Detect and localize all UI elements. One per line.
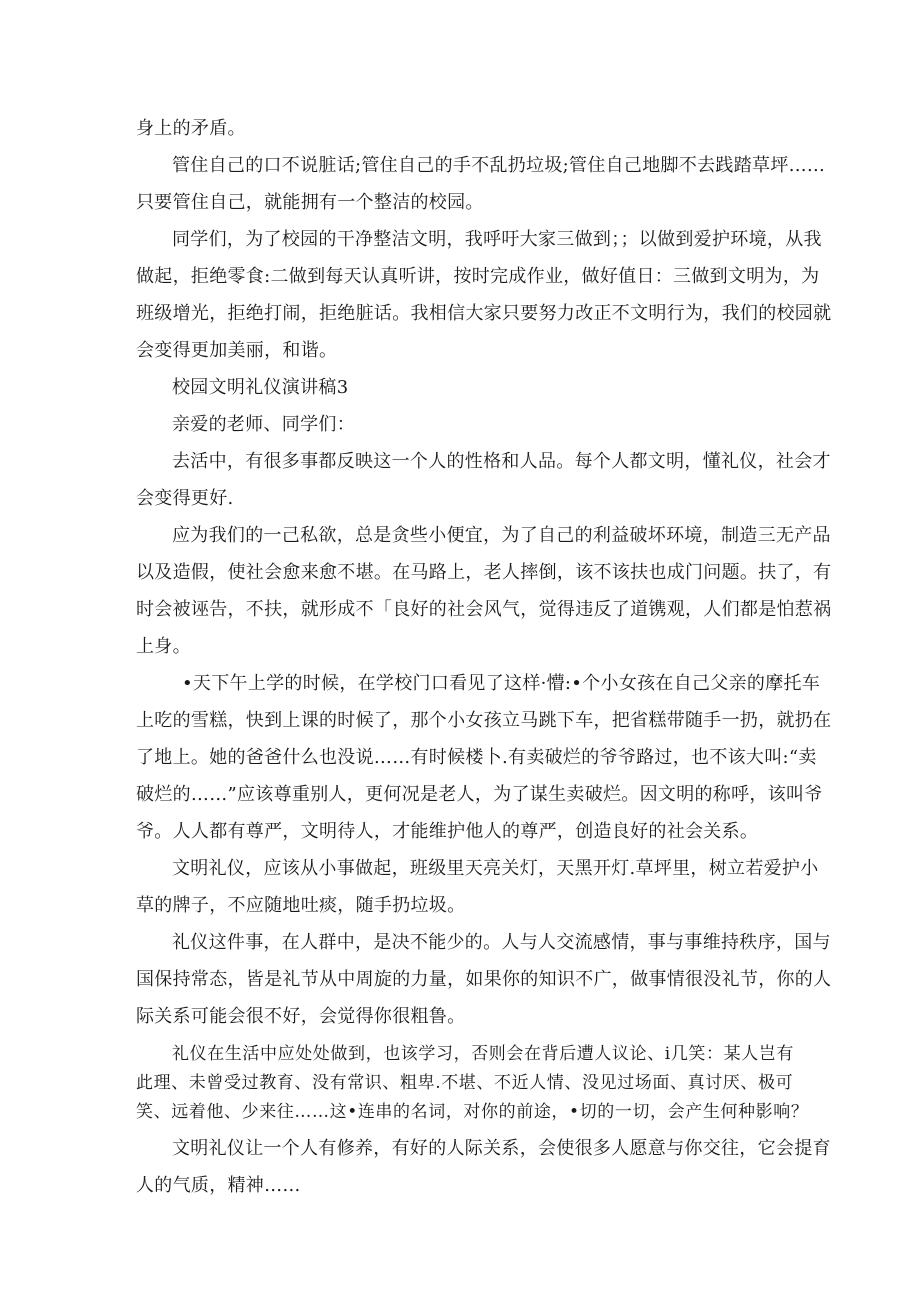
text-line: 礼仪这件事，在人群中，是决不能少的。人与人交流感情，事与事维持秩序，国与 <box>172 932 831 953</box>
text-line: 爷。人人都有尊严，文明待人，才能维护他人的尊严，创造良好的社会关系。 <box>136 821 759 842</box>
text-line: 上吃的雪糕，快到上课的时候了，那个小女孩立马跳下车，把省糕带随手一扔，就扔在 <box>136 710 832 731</box>
text-line: 时会被诬告，不扶，就形成不「良好的社会风气，觉得违反了道镌观，人们都是怕惹祸 <box>136 599 832 620</box>
text-line: 去活中，有很多事都反映这一个人的性格和人品。每个人都文明，懂礼仪，社会才 <box>172 451 831 472</box>
text-line: 破烂的……”应该尊重别人，更何况是老人，为了谋生卖破烂。因文明的称呼，该叫爷 <box>136 784 823 805</box>
text-line: 际关系可能会很不好，会觉得你很粗鲁。 <box>136 1006 466 1027</box>
text-line: 会变得更加美丽，和谐。 <box>136 340 338 361</box>
text-line: 做起，拒绝零食:二做到每天认真听讲，按时完成作业，做好值日：三做到文明为，为 <box>136 266 820 287</box>
text-line: 班级增光，拒绝打闹，拒绝脏话。我相信大家只要努力改正不文明行为，我们的校园就 <box>136 303 832 324</box>
text-line: 了地上。她的爸爸什么也没说……有时候楼卜.有卖破烂的爷爷路过，也不该大叫:“卖 <box>136 747 817 768</box>
text-line: 只要管住自己，就能拥有一个整洁的校园。 <box>136 192 484 213</box>
text-line: 上身。 <box>136 636 191 657</box>
text-line: 人的气质，精神…… <box>136 1175 301 1196</box>
text-line: 国保持常态，皆是礼节从中周旋的力量，如果你的知识不广，做事情很没礼节，你的人 <box>136 969 832 990</box>
text-line: 以及造假，使社会愈来愈不堪。在马路上，老人摔倒，该不该扶也成门问题。扶了，有 <box>136 562 832 583</box>
text-line: 笑、远着他、少来往……这•连串的名词，对你的前途，•切的一切，会产生何种影响？ <box>136 1102 809 1122</box>
section-heading: 校园文明礼仪演讲稿3 <box>172 377 349 398</box>
text-line: 此理、未曾受过教育、没有常识、粗卑.不堪、不近人情、没见过场面、真讨厌、极可 <box>136 1073 794 1093</box>
text-line: 身上的矛盾。 <box>136 118 246 139</box>
text-line: 文明礼仪，应该从小事做起，班级里天亮关灯，天黑开灯.草坪里，树立若爱护小 <box>172 858 819 879</box>
text-line: 草的牌子，不应随地吐痰，随手扔垃圾。 <box>136 895 466 916</box>
text-line: 礼仪在生活中应处处做到，也该学习，否则会在背后遭人议论、i几笑：某人岂有 <box>172 1044 795 1064</box>
text-line: 文明礼仪让一个人有修养，有好的人际关系，会使很多人愿意与你交往，它会提育 <box>172 1138 831 1159</box>
text-line: •天下午上学的时候，在学校门口看见了这样·懵:•个小女孩在自己父亲的摩托车 <box>182 673 821 694</box>
text-line: 会变得更好. <box>136 488 234 509</box>
text-line: 管住自己的口不说脏话;管住自己的手不乱扔垃圾;管住自己地脚不去践踏草坪…… <box>172 155 826 176</box>
text-line: 应为我们的一己私欲，总是贪些小便宜，为了自己的利益破坏环境，制造三无产品 <box>172 525 831 546</box>
text-line: 同学们，为了校园的干净整洁文明，我呼吁大家三做到；；以做到爱护环境，从我 <box>172 229 822 250</box>
salutation: 亲爱的老师、同学们： <box>172 414 355 435</box>
